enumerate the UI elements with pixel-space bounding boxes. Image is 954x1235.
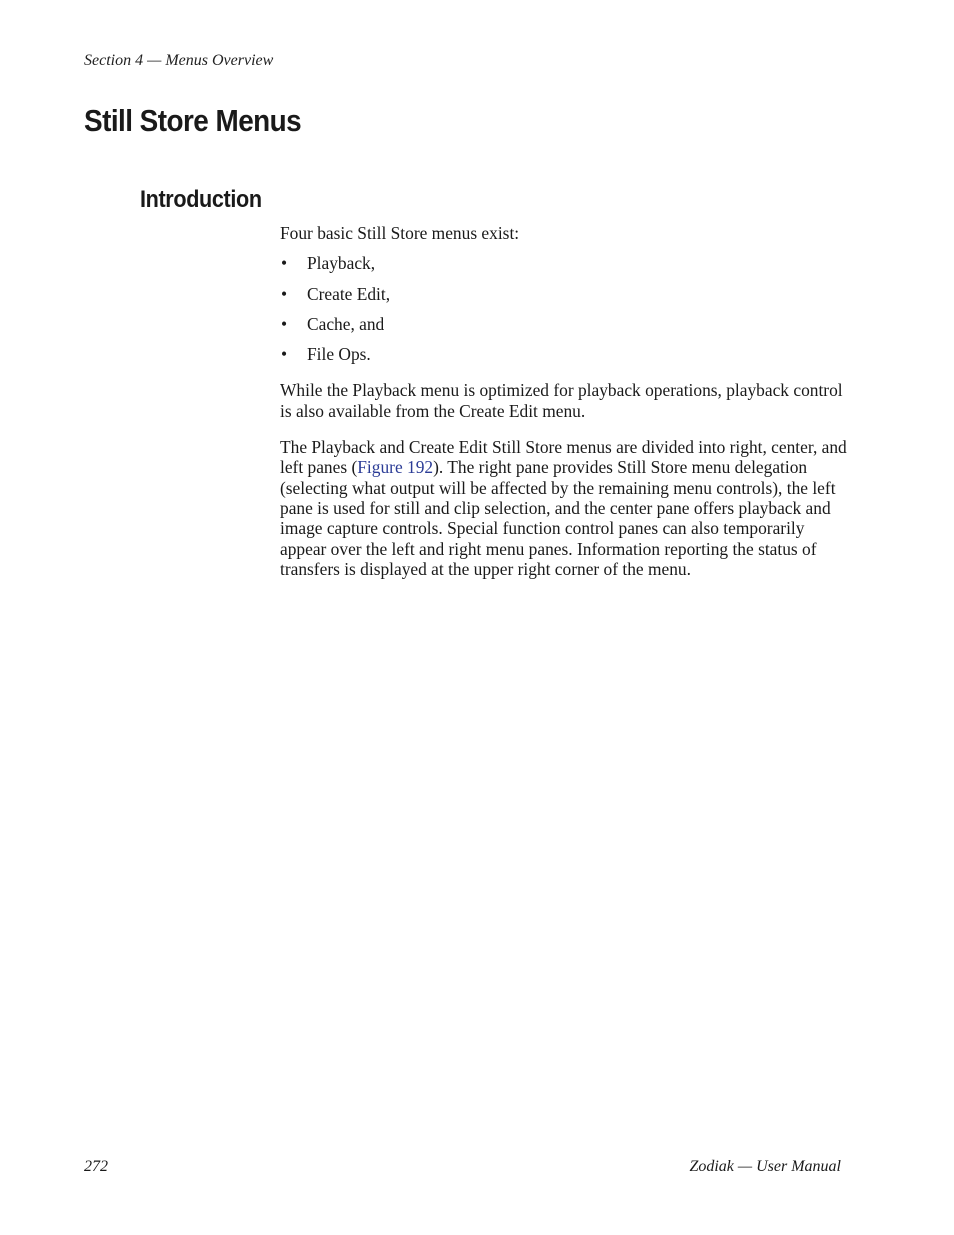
bullet-marker: •	[281, 253, 288, 274]
running-head: Section 4 — Menus Overview	[84, 52, 274, 69]
list-item	[280, 253, 850, 283]
menu-list	[280, 253, 850, 364]
list-item-text: Cache, and	[307, 313, 385, 334]
list-item	[280, 344, 850, 364]
list-item-text: Playback,	[307, 253, 376, 274]
bullet-marker: •	[281, 283, 288, 304]
page-number: 272	[84, 1158, 108, 1175]
section-body	[280, 223, 850, 595]
bullet-marker: •	[281, 344, 288, 365]
paragraph-text-before-link: The Playback and Create Edit Still Store menus are divided into right, center, and left panes (	[280, 437, 847, 478]
page-title: Still Store Menus	[84, 103, 302, 138]
list-item	[280, 314, 850, 344]
paragraph-playback: While the Playback menu is optimized for playback operations, playback control is also available from the Create Edit menu.	[280, 380, 843, 421]
list-item-text: Create Edit,	[307, 283, 391, 304]
paragraph-text-after-link: ). The right pane provides Still Store menu delegation (selecting what output will be affected by the remaining menu controls), the left pane is used for still and clip selection, and the center pane offers playback and image capture controls. Special function control panes can also temporarily appear over the left and right menu panes. Information reporting the status of transfers is displayed at the upper right corner of the menu.	[280, 457, 836, 579]
section-heading: Introduction	[140, 186, 262, 213]
document-title: Zodiak — User Manual	[689, 1158, 841, 1175]
paragraph-panes	[280, 437, 850, 579]
list-item	[280, 284, 850, 314]
bullet-marker: •	[281, 313, 288, 334]
intro-sentence: Four basic Still Store menus exist:	[280, 223, 520, 243]
figure-192-link[interactable]: Figure 192	[357, 457, 434, 478]
list-item-text: File Ops.	[307, 344, 371, 365]
